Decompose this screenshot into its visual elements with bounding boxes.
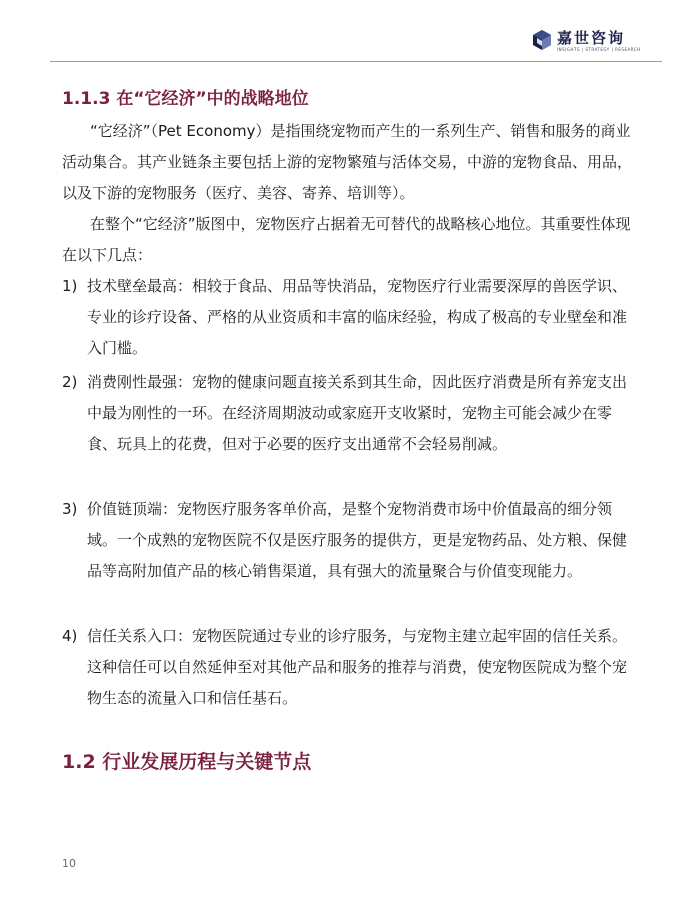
page-number: 10 bbox=[62, 857, 76, 870]
paragraph-pet-economy bbox=[62, 116, 640, 209]
section-heading-1-2: 1.2 行业发展历程与关键节点 bbox=[62, 751, 312, 773]
list-item bbox=[62, 494, 640, 587]
list-item bbox=[62, 271, 640, 364]
section-heading-1-1-3: 1.1.3 在“它经济”中的战略地位 bbox=[62, 89, 309, 109]
list-item-text: 信任关系入口：宠物医院通过专业的诊疗服务，与宠物主建立起牢固的信任关系。这种信任可以自然延伸至对其他产品和服务的推荐与消费，使宠物医院成为整个宠物生态的流量入口和信任基石。 bbox=[87, 627, 628, 707]
list-item bbox=[62, 621, 640, 714]
list-item-number: 1) bbox=[62, 277, 78, 295]
list-item-number: 3) bbox=[62, 500, 78, 518]
company-logo bbox=[531, 22, 661, 56]
paragraph-strategic-core-text: 在整个“它经济”版图中，宠物医疗占据着无可替代的战略核心地位。其重要性体现在以下几点： bbox=[62, 215, 631, 264]
list-item bbox=[62, 367, 640, 460]
page-header bbox=[0, 0, 700, 62]
cube-logo-icon bbox=[531, 29, 553, 51]
list-item-text: 技术壁垒最高：相较于食品、用品等快消品，宠物医疗行业需要深厚的兽医学识、专业的诊疗设备、严格的从业资质和丰富的临床经验，构成了极高的专业壁垒和准入门槛。 bbox=[87, 277, 628, 357]
list-item-text: 消费刚性最强：宠物的健康问题直接关系到其生命，因此医疗消费是所有养宠支出中最为刚性的一环。在经济周期波动或家庭开支收紧时，宠物主可能会减少在零食、玩具上的花费，但对于必要的医疗支出通常不会轻易削减。 bbox=[87, 373, 628, 453]
logo-name: 嘉世咨询 bbox=[557, 29, 626, 47]
header-divider bbox=[50, 61, 662, 62]
logo-tagline: INSIGHTS | STRATEGY | RESEARCH bbox=[557, 47, 641, 52]
paragraph-strategic-core bbox=[62, 209, 640, 271]
list-item-number: 2) bbox=[62, 373, 78, 391]
list-item-text: 价值链顶端：宠物医疗服务客单价高，是整个宠物消费市场中价值最高的细分领域。一个成熟的宠物医院不仅是医疗服务的提供方，更是宠物药品、处方粮、保健品等高附加值产品的核心销售渠道，具有强大的流量聚合与价值变现能力。 bbox=[87, 500, 628, 580]
paragraph-pet-economy-text: “它经济”（Pet Economy）是指围绕宠物而产生的一系列生产、销售和服务的商业活动集合。其产业链条主要包括上游的宠物繁殖与活体交易，中游的宠物食品、用品，以及下游的宠物服务（医疗、美容、寄养、培训等）。 bbox=[62, 122, 633, 202]
list-item-number: 4) bbox=[62, 627, 78, 645]
